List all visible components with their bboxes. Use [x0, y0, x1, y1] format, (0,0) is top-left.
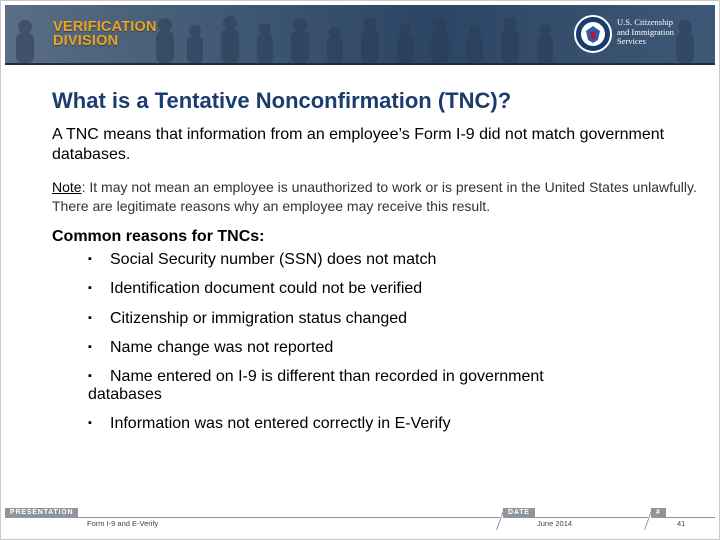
date-label: DATE [503, 508, 535, 517]
note-label: Note [52, 179, 82, 195]
agency-line-3: Services [617, 36, 646, 46]
footer-rule [5, 517, 500, 518]
agency-name [617, 18, 674, 47]
list-item-text: Name entered on I-9 is different than recorded in government databases [88, 368, 544, 403]
note-paragraph [52, 178, 702, 216]
agency-line-1: U.S. Citizenship [617, 17, 673, 27]
list-item-text: Information was not entered correctly in E-Verify [110, 415, 451, 432]
list-item [88, 338, 648, 357]
bullet-icon: ▪ [88, 312, 92, 324]
list-item-text: Name change was not reported [110, 339, 334, 356]
list-item-text: Identification document could not be verified [110, 280, 423, 297]
list-item [88, 414, 648, 433]
division-line-2: DIVISION [53, 33, 119, 49]
header-banner [5, 5, 715, 63]
header-divider [5, 63, 715, 65]
bullet-icon: ▪ [88, 417, 92, 429]
reasons-heading: Common reasons for TNCs: [52, 228, 265, 245]
bullet-icon: ▪ [88, 282, 92, 294]
page-number: 41 [677, 519, 686, 528]
bullet-icon: ▪ [88, 341, 92, 353]
slide-footer [5, 508, 715, 530]
list-item [88, 250, 648, 269]
note-text: : It may not mean an employee is unauthorized to work or is present in the United States unlawfully. There are legitimate reasons why an employee may receive this result. [52, 179, 697, 214]
division-logo-text [53, 20, 157, 48]
presentation-label: PRESENTATION [5, 508, 78, 517]
agency-line-2: and Immigration [617, 26, 674, 37]
list-item-text: Citizenship or immigration status changed [110, 310, 408, 327]
list-item [88, 367, 618, 404]
date-value: June 2014 [537, 519, 573, 528]
presentation-value: Form I-9 and E-Verify [87, 519, 159, 528]
bullet-icon: ▪ [88, 370, 92, 382]
list-item [88, 309, 648, 328]
slide-title: What is a Tentative Nonconfirmation (TNC)? [52, 88, 512, 113]
list-item [88, 279, 648, 298]
page-number-label: # [651, 508, 666, 517]
bullet-icon: ▪ [88, 253, 92, 265]
list-item-text: Social Security number (SSN) does not match [110, 251, 437, 268]
division-line-1: VERIFICATION [53, 19, 157, 35]
intro-paragraph: A TNC means that information from an employee’s Form I-9 did not match government databases. [52, 126, 665, 163]
dhs-seal-icon [573, 14, 613, 54]
footer-rule [503, 517, 648, 518]
